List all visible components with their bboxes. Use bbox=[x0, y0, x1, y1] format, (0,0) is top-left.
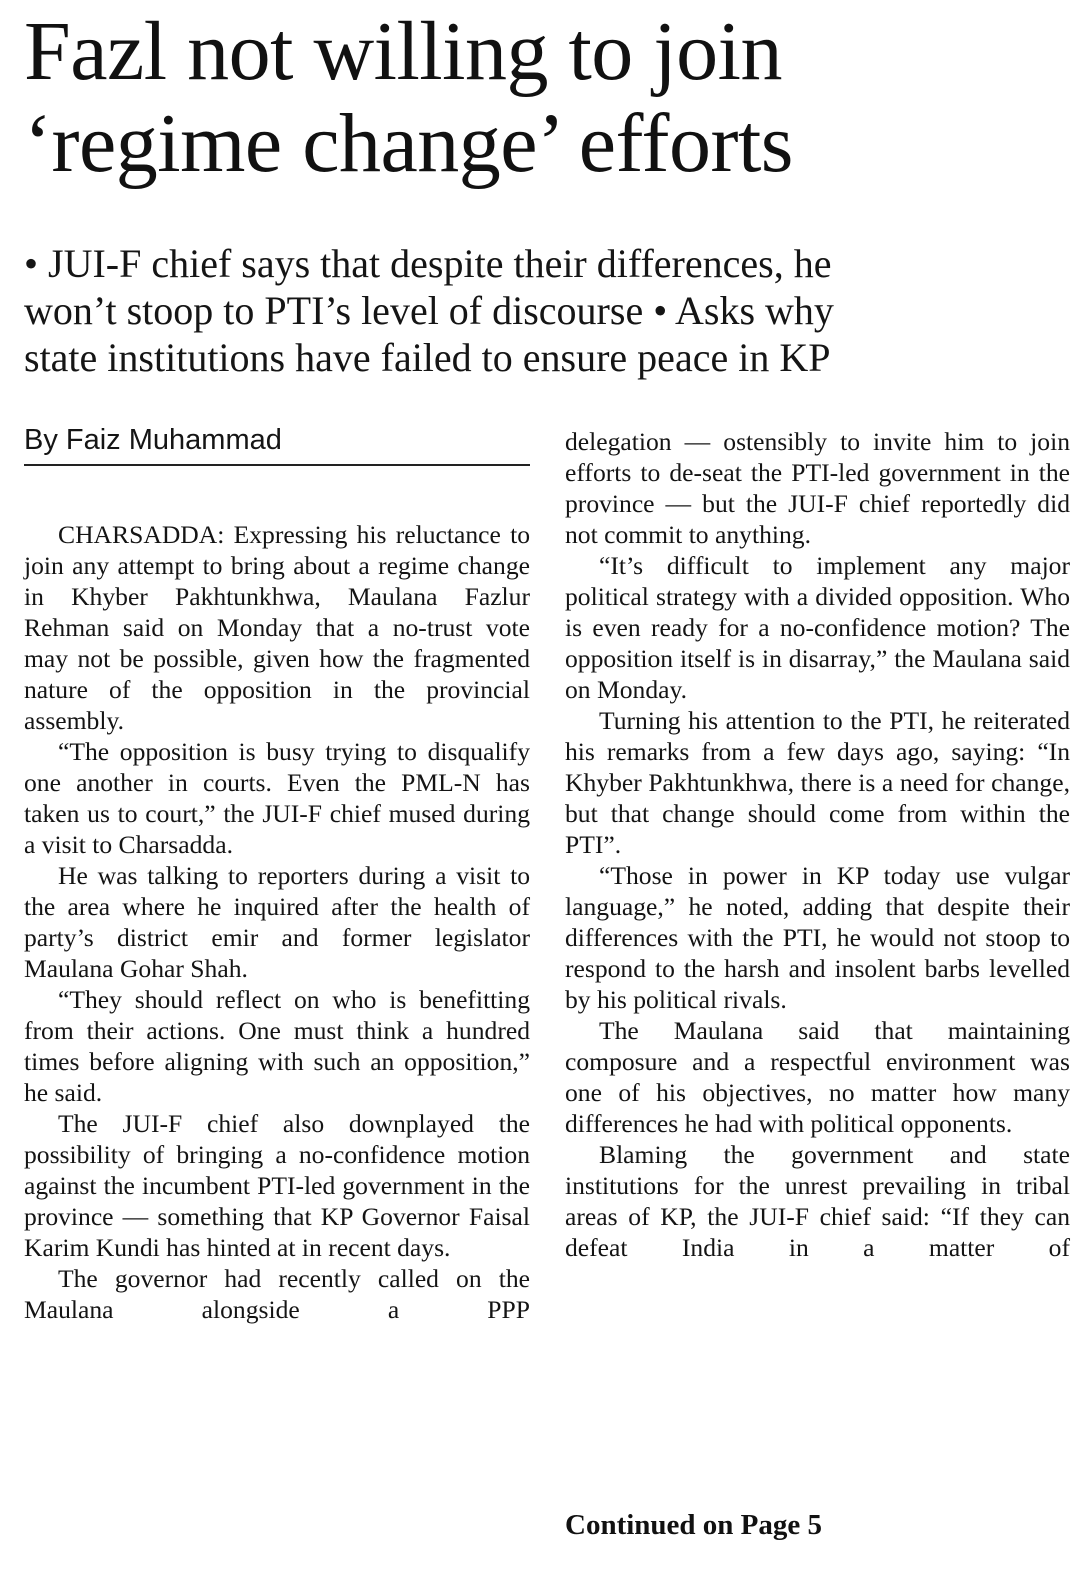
article-column-2 bbox=[565, 426, 1070, 1263]
paragraph: The JUI-F chief also downplayed the possibility of bringing a no-confidence motion against the incumbent PTI-led government in the province — something that KP Governor Faisal Karim Kundi has hinted at in recent days. bbox=[24, 1109, 530, 1262]
article-column-1 bbox=[24, 519, 530, 1325]
paragraph: He was talking to reporters during a visit to the area where he inquired after the health of party’s district emir and former legislator Maulana Gohar Shah. bbox=[24, 861, 530, 983]
paragraph: “It’s difficult to implement any major political strategy with a divided opposition. Who is even ready for a no-confidence motion? The opposition itself is in disarray,” the Maulana said on Monday. bbox=[565, 551, 1070, 704]
paragraph: “They should reflect on who is benefitting from their actions. One must think a hundred times before aligning with such an opposition,” he said. bbox=[24, 985, 530, 1107]
headline bbox=[24, 6, 1074, 190]
paragraph: CHARSADDA: Expressing his reluctance to join any attempt to bring about a regime change in Khyber Pakhtunkhwa, Maulana Fazlur Rehman said on Monday that a no-trust vote may not be possible, given how the fragmented nature of the opposition in the provincial assembly. bbox=[24, 520, 530, 735]
paragraph: delegation — ostensibly to invite him to join efforts to de-seat the PTI-led government in the province — but the JUI-F chief reportedly did not commit to anything. bbox=[565, 427, 1070, 549]
subheadline bbox=[24, 240, 1074, 381]
subheadline-line-3: state institutions have failed to ensure peace in KP bbox=[24, 335, 831, 380]
paragraph: The Maulana said that maintaining composure and a respectful environment was one of his objectives, no matter how many differences he had with political opponents. bbox=[565, 1016, 1070, 1138]
continued-on-page-link[interactable]: Continued on Page 5 bbox=[565, 1509, 823, 1541]
subheadline-line-2: won’t stoop to PTI’s level of discourse • Asks why bbox=[24, 288, 834, 333]
paragraph: “Those in power in KP today use vulgar language,” he noted, adding that despite their differences with the PTI, he would not stoop to respond to the harsh and insolent barbs levelled by his political rivals. bbox=[565, 861, 1070, 1014]
paragraph: Blaming the government and state institutions for the unrest prevailing in tribal areas of KP, the JUI-F chief said: “If they can defeat India in a matter of bbox=[565, 1140, 1070, 1262]
headline-line-2: ‘regime change’ efforts bbox=[24, 97, 793, 190]
headline-line-1: Fazl not willing to join bbox=[24, 5, 782, 98]
subheadline-line-1: • JUI-F chief says that despite their differences, he bbox=[24, 241, 832, 286]
byline: By Faiz Muhammad bbox=[24, 422, 530, 466]
paragraph: Turning his attention to the PTI, he reiterated his remarks from a few days ago, saying: “In Khyber Pakhtunkhwa, there is a need for change, but that change should come from within the PTI”. bbox=[565, 706, 1070, 859]
paragraph: The governor had recently called on the Maulana alongside a PPP bbox=[24, 1264, 530, 1324]
paragraph: “The opposition is busy trying to disqualify one another in courts. Even the PML-N has taken us to court,” the JUI-F chief mused during a visit to Charsadda. bbox=[24, 737, 530, 859]
